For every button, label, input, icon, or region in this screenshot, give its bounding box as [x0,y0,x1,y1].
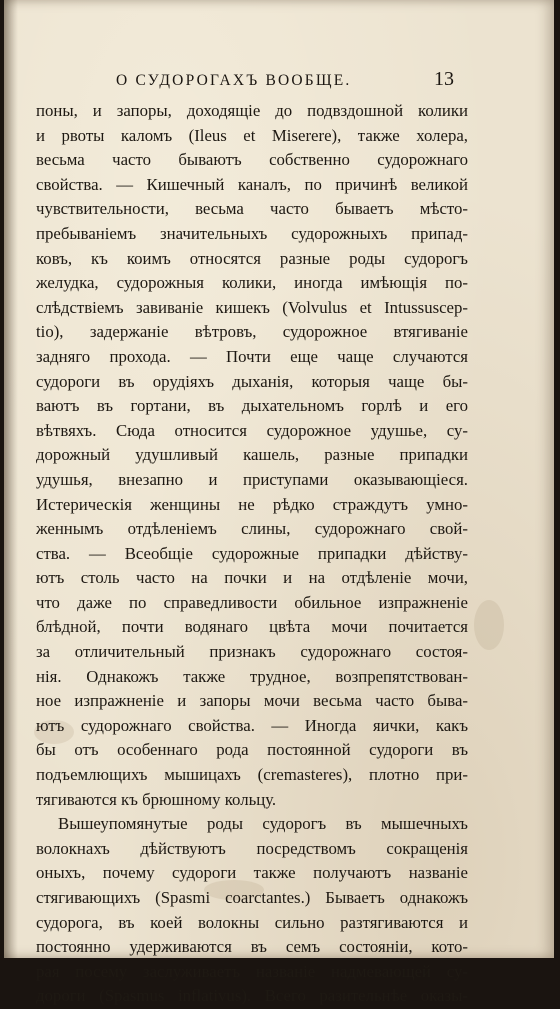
page-header [4,68,554,98]
text-line: что даже по справедливости обильное изпражненіе [36,592,468,612]
text-line: задняго прохода. — Почти еще чаще случаются [36,346,468,366]
text-line: Истерическія женщины не рѣдко страждутъ умно- [36,494,468,514]
paper-stain [474,600,504,650]
page-number: 13 [434,68,454,90]
text-line: рая посему заслуживаетъ названіе надмевающей су- [36,961,468,981]
text-line: за отличительный признакъ судорожнаго состоя- [36,642,468,662]
book-page [4,0,554,1006]
text-line: судорога, въ коей волокны сильно разтягиваются и [36,912,468,932]
text-line: ное изпражненіе и запоры мочи весьма часто быва- [36,691,468,711]
text-line: дороги (Spasmus inflativus). Всего разительнѣе оказы- [36,986,468,1006]
text-line: блѣдной, почти водянаго цвѣта мочи почитается [36,617,468,637]
text-line: судороги въ орудіяхъ дыханія, которыя чаще бы- [36,371,468,391]
text-line: ковъ, къ коимъ относятся разные роды судорогъ [36,248,468,268]
text-line: ваютъ въ гортани, въ дыхательномъ горлѣ и его [36,396,468,416]
text-line: нія. Однакожъ также трудное, возпрепятствован- [36,666,468,686]
text-line: слѣдствіемъ завиваніе кишекъ (Volvulus et Intussuscep- [36,297,468,317]
text-line: ства. — Всеобщіе судорожные припадки дѣйству- [36,543,468,563]
text-line: постоянно удерживаются въ семъ состояніи, кото- [36,937,468,957]
text-line: вѣтвяхъ. Сюда относится судорожное удушье, су- [36,420,468,440]
text-line: оныхъ, почему судороги также получаютъ названіе [36,863,468,883]
text-line: ютъ судорожнаго свойства. — Иногда яички, какъ [36,715,468,735]
text-line: женнымъ отдѣленіемъ слины, судорожнаго свой- [36,519,468,539]
body-text [36,99,468,1009]
text-line: пребываніемъ значительныхъ судорожныхъ припад- [36,223,468,243]
text-line: дорожный удушливый кашель, разные припадки [36,445,468,465]
text-line: свойства. — Кишечный каналъ, по причинѣ великой [36,174,468,194]
text-line: чувствительности, весьма часто бываетъ мѣсто- [36,199,468,219]
text-line: подъемлющихъ мышицахъ (cremasteres), плотно при- [36,765,468,785]
text-line: весьма часто бываютъ собственно судорожнаго [36,150,468,170]
text-line: стягивающихъ (Spasmi coarctantes.) Бываетъ однакожъ [36,888,468,907]
text-line: тягиваются къ брюшному кольцу. [36,789,277,809]
running-title: О СУДОРОГАХЪ ВООБЩЕ. [116,72,352,89]
text-line: желудка, судорожныя колики, иногда имѣющія по- [36,273,468,293]
paragraph-start-line: Вышеупомянутые роды судорогъ въ мышечныхъ [58,814,468,834]
text-line: и рвоты каломъ (Ileus et Miserere), также холера, [36,125,468,145]
text-line: поны, и запоры, доходящіе до подвздошной колики [36,101,468,120]
page-gutter-shadow [4,0,18,958]
text-line: ютъ столь часто на почки и на отдѣленіе мочи, [36,568,468,588]
text-line: tio), задержаніе вѣтровъ, судорожное втягиваніе [36,322,468,342]
text-line: волокнахъ дѣйствуютъ посредствомъ сокращенія [36,838,468,858]
text-line: бы отъ особеннаго рода постоянной судороги въ [36,740,468,760]
text-line: удушья, внезапно и приступами оказывающіеся. [36,469,468,489]
